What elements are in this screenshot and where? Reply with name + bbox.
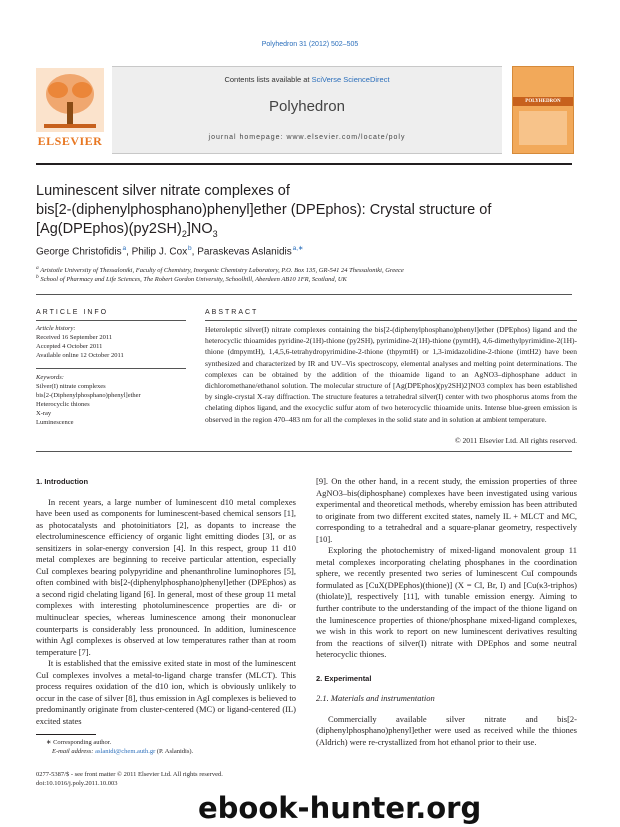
email-line: E-mail address: aslanidi@chem.auth.gr (P. Aslanidis).: [52, 747, 194, 755]
keywords-rule: [36, 368, 186, 369]
contents-prefix: Contents lists available at: [224, 75, 312, 84]
info-rule: [36, 320, 186, 321]
author-list: George Christofidis $^a$, Philip J. Cox $^b$, Paraskevas Aslanidis $^{a,∗}$: [36, 245, 304, 258]
keyword-item: Heterocyclic thiones: [36, 401, 90, 408]
abstract-label: ABSTRACT: [205, 309, 259, 316]
watermark-text: ebook-hunter.org: [198, 791, 482, 825]
paragraph: Exploring the photochemistry of mixed-ligand monovalent group 11 metal complexes incorporating chelating phosphanes in the coordination sphere, we recently presented two series of luminescent CuI compounds formulated as [CuX(DPEphos)(thione)] (X = Cl, Br, I) and [Cu(κ3-triphos)(thiolate)], respectively [11], with tunable emission energy. Aiming to further contribute to the understanding of the impact of the thione ligand on the luminescence properties of thione/phosphane mixed-ligand complexes, we wish in this work to report on new luminescent derivatives resulting from the reactions of silver(I) nitrate with DPEphos and some neutral heterocyclic thiones.: [316, 545, 577, 660]
copyright-line: © 2011 Elsevier Ltd. All rights reserved.: [454, 436, 577, 445]
cover-title: POLYHEDRON: [513, 97, 573, 106]
paragraph: It is established that the emissive exited state in most of the luminescent CuI complexes involves a metal-to-ligand charge transfer (MLCT). This process requires oxidation of the d10 ion, which is obviously unlikely to occur in the case of silver [8], thus emission in AgI complexes is believed to predominantly originate from cluster-centered (MC) or ligand-centered (IL) excited states: [36, 658, 296, 726]
left-column: [36, 476, 296, 727]
paragraph: In recent years, a large number of luminescent d10 metal complexes have been used as components for luminescent-based chemical sensors [1], as photocatalysts and photoinitiators [2], as dopants to increase the electroluminescence efficiency of organic light emitting diodes [3], or as sensitizers in solar-energy conversion [4]. In this respect, group 11 d10 metal complexes are beginning to receive particular attention, especially CuI complexes bearing polypyridine and phenanthroline luminophores [5], often combined with bis[2-(diphenylphosphano)phenyl]ether (DPEphos) as a second rigid chelating ligand [6]. In general, most of these group 11 metal complexes with interesting photoluminescence properties are di- or multinuclear species, whereas luminescence among their mononuclear counterparts is considerably less pronounced. In addition, luminescence within AgI complexes is observed at low temperatures rather than at room temperature [7].: [36, 496, 296, 657]
contents-line: [112, 75, 502, 84]
abstract-bottom-rule: [36, 451, 572, 452]
paragraph: [9]. On the other hand, in a recent study, the emission properties of three AgNO3–bis(diphosphane) complexes have been investigated using various experimental and theoretical methods, whereby emission has been attributed to originate from two different excited states, namely IL + MLCT and MC, corresponding to a tetrahedral and a square-planar geometry, respectively [10].: [316, 476, 577, 544]
affiliation-a: $^a$ Aristotle University of Thessaloniki, Faculty of Chemistry, Inorganic Chemistry Laboratory, P.O. Box 135, GR-541 24 Thessaloniki, Greece: [36, 265, 404, 275]
article-history: Article history: Received 16 September 2011 Accepted 4 October 2011 Available online 12 October 2011: [36, 324, 176, 360]
journal-cover[interactable]: [512, 66, 574, 154]
journal-name: Polyhedron: [269, 98, 345, 115]
article-info-label: ARTICLE INFO: [36, 309, 109, 316]
footnote-rule: [36, 734, 96, 735]
right-column: [316, 476, 577, 748]
corresponding-author: ∗ Corresponding author.: [46, 739, 112, 746]
affiliation-rule: [36, 294, 572, 295]
keyword-item: Luminescence: [36, 419, 74, 426]
keyword-item: Silver(I) nitrate complexes: [36, 383, 106, 390]
author-name[interactable]: Philip J. Cox: [131, 246, 188, 258]
subsection-heading: 2.1. Materials and instrumentation: [316, 693, 435, 704]
elsevier-wordmark: ELSEVIER: [37, 134, 103, 148]
title-line-2: bis[2-(diphenylphosphano)phenyl]ether (DPEphos): Crystal structure of: [36, 202, 492, 218]
abstract-rule: [205, 320, 577, 321]
abstract-text: Heteroleptic silver(I) nitrate complexes containing the bis[2-(diphenylphosphano)phenyl]ether (DPEphos) ligand and the heterocyclic thioamides pyridine-2(1H)-thione (py2SH), pyrimidine-2(1H)-thione (pymtH), 4,6-dimethylpyrimidine-2(1H)-thione (dmpymtH), 1,4,5,6-tetrahydropyrimidine-2-thione (thpymtH) or 1,3-imidazolidine-2-thione (imtH2) have been synthesized and characterized by IR and UV–Vis spectroscopy, elemental analyses and melting point determinations. The complexes can be obtained by the addition of the thioamide ligand to an AgNO3–diphosphane adduct in dichloromethane/ethanol solution. The molecular structure of [Ag(DPEphos)(py2SH)2]NO3 complex has been established by single-crystal X-ray diffraction. The structure features a tetrahedral silver(I) center with two phosphorus atoms from the chelating diphos ligand, and the exocyclic sulfur atom of two heterocyclic thioamide units. Intense blue-green emission is observed in the region 470–483 nm for all the complexes in the solid state and in solution at ambient temperature.: [205, 325, 577, 424]
paragraph: Commercially available silver nitrate and bis[2-(diphenylphosphano)phenyl]ether were used as received while the thiones (Aldrich) were re-crystallized from hot ethanol prior to their use.: [316, 713, 577, 747]
footnote: [36, 739, 286, 756]
title-line-1: Luminescent silver nitrate complexes of: [36, 183, 290, 199]
issn-line: 0277-5387/$ - see front matter © 2011 Elsevier Ltd. All rights reserved.: [36, 771, 223, 778]
history-item: Available online 12 October 2011: [36, 352, 124, 359]
author-name[interactable]: Paraskevas Aslanidis: [197, 246, 292, 258]
section-heading: 2. Experimental: [316, 673, 372, 683]
sciencedirect-link[interactable]: SciVerse ScienceDirect: [311, 75, 390, 84]
journal-homepage[interactable]: journal homepage: www.elsevier.com/locate/poly: [208, 134, 406, 141]
cover-band: [519, 111, 567, 145]
section-heading: 1. Introduction: [36, 477, 89, 486]
article-title: [36, 182, 556, 244]
keyword-item: X-ray: [36, 410, 52, 417]
author-name[interactable]: George Christofidis: [36, 246, 122, 258]
header-rule: [36, 163, 572, 165]
keyword-item: bis[2-(Diphenylphosphano)phenyl]ether: [36, 392, 141, 399]
affiliation-b: $^b$ School of Pharmacy and Life Sciences, The Robert Gordon University, Schoolhill, Aberdeen AB10 1FR, Scotland, UK: [36, 274, 347, 284]
history-item: Accepted 4 October 2011: [36, 343, 103, 350]
doi-link[interactable]: doi:10.1016/j.poly.2011.10.003: [36, 779, 118, 787]
issn-doi: [36, 771, 336, 788]
title-line-3: $[Ag(DPEphos)(py2SH)_2]NO_3$: [36, 221, 218, 239]
journal-citation[interactable]: Polyhedron 31 (2012) 502–505: [261, 41, 359, 48]
history-item: Received 16 September 2011: [36, 334, 113, 341]
keywords: Keywords: Silver(I) nitrate complexes bis[2-(Diphenylphosphano)phenyl]ether Heterocyclic thiones X-ray Luminescence: [36, 373, 176, 427]
email-link[interactable]: aslanidi@chem.auth.gr: [95, 747, 156, 755]
